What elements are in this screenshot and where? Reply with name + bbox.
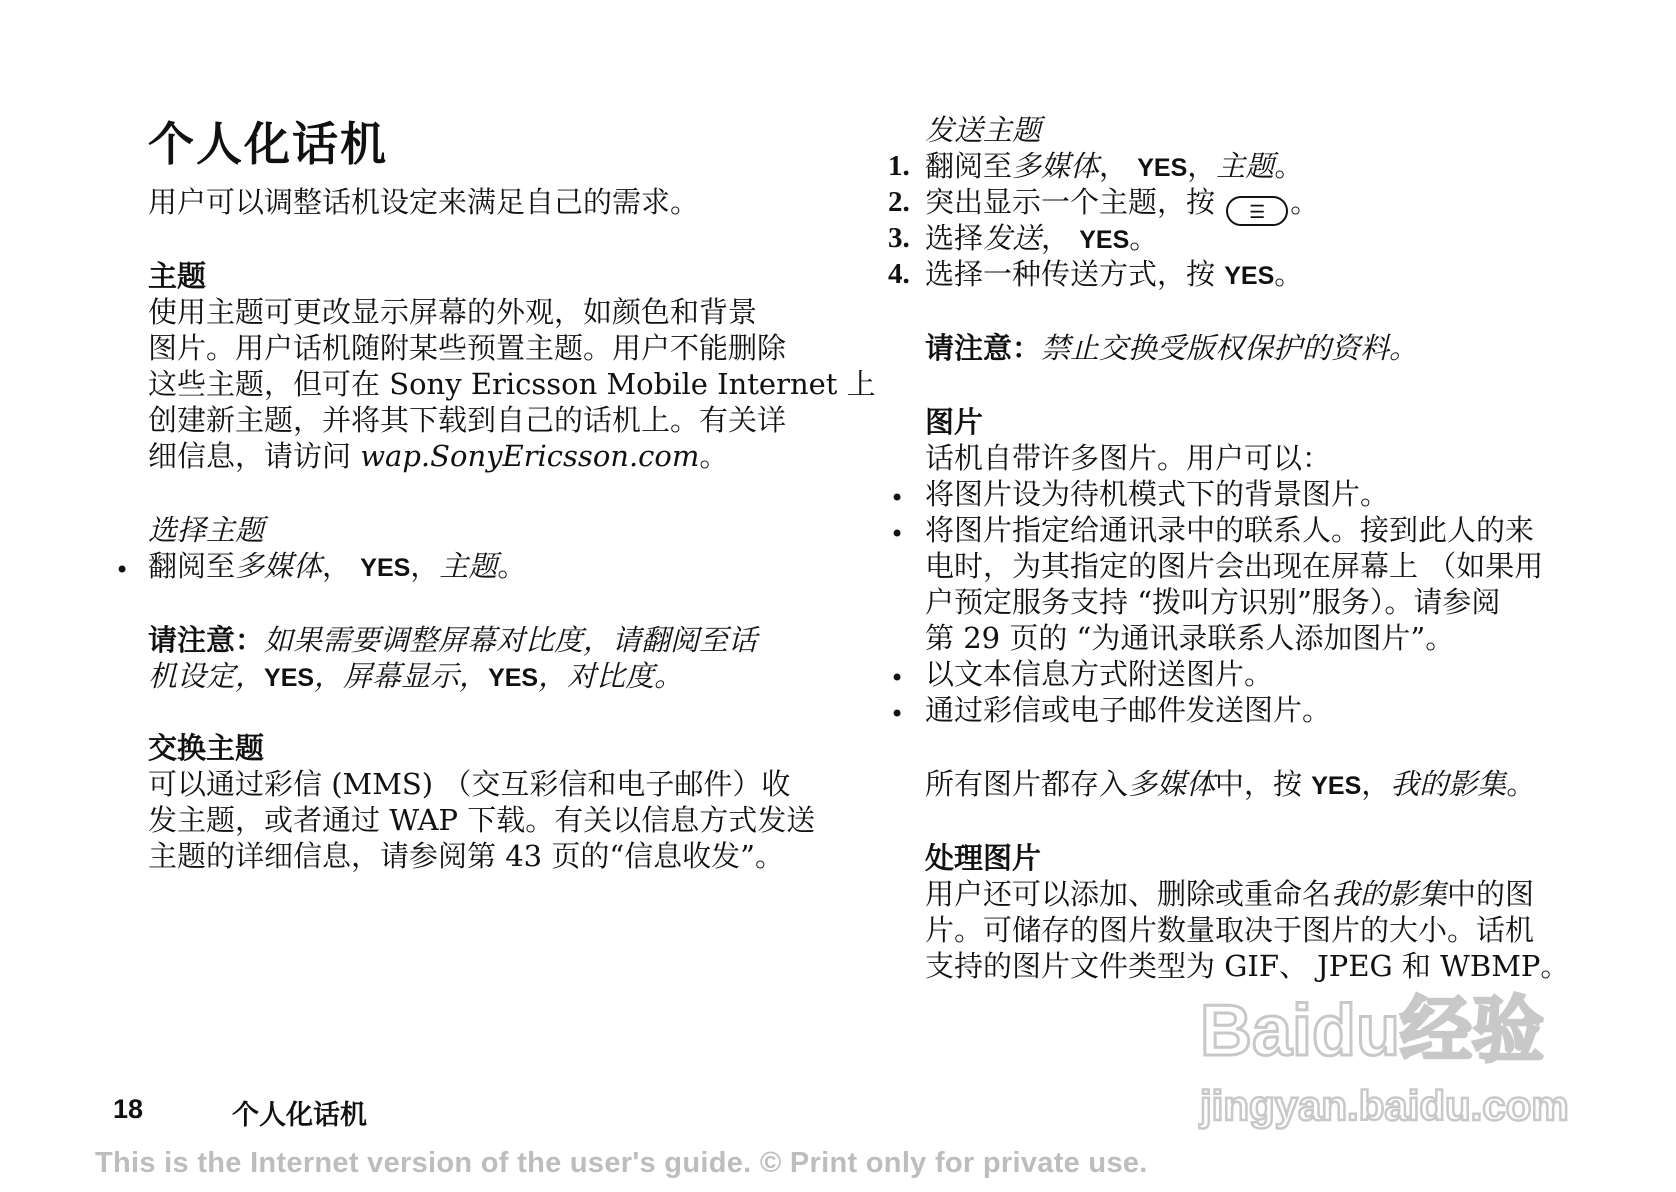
bullet-icon: •: [890, 484, 905, 512]
pictures-bullet-2-line-2: 电时，为其指定的图片会出现在屏幕上 （如果用: [925, 549, 1544, 583]
menu-multimedia: 多媒体: [235, 549, 323, 583]
note-label: 请注意：: [925, 331, 1042, 365]
step-end: 。: [1129, 221, 1159, 255]
themes-line-4: 创建新主题，并将其下载到自己的话机上。有关详: [148, 403, 787, 437]
step-end: 。: [1274, 257, 1304, 291]
send-theme-heading: 发送主题: [925, 113, 1042, 147]
select-theme-heading: 选择主题: [148, 513, 265, 547]
bullet-icon: •: [115, 556, 130, 584]
yes-key-label: YES: [488, 664, 539, 692]
menu-my-album: 我的影集: [1390, 767, 1507, 801]
watermark-brand: Baidu经验: [1200, 991, 1545, 1071]
note1-text-a: 机设定，: [148, 659, 265, 693]
footer-section-title: 个人化话机: [232, 1100, 367, 1131]
menu-multimedia: 多媒体: [1012, 149, 1100, 183]
website-link[interactable]: wap.SonyEricsson.com: [360, 439, 700, 473]
handle-line-2: 片。可储存的图片数量取决于图片的大小。话机: [925, 913, 1535, 947]
menu-key-icon: ☰: [1226, 196, 1288, 226]
handle-text-b: 中的图: [1447, 877, 1535, 911]
themes-line-2: 图片。用户话机随附某些预置主题。用户不能删除: [148, 331, 787, 365]
send-step-4: [925, 256, 1303, 294]
bullet-icon: •: [890, 700, 905, 728]
select-theme-step: [148, 548, 526, 586]
menu-themes: 主题: [439, 549, 498, 583]
themes-line-5: [148, 438, 728, 474]
page-title: 个人化话机: [148, 117, 388, 171]
handle-text-a: 用户还可以添加、删除或重命名: [925, 877, 1332, 911]
yes-key-label: YES: [1224, 262, 1275, 290]
send-step-3: [925, 220, 1158, 258]
pictures-bullet-2-line-1: 将图片指定给通讯录中的联系人。接到此人的来: [925, 513, 1535, 547]
handle-heading: 处理图片: [925, 841, 1042, 875]
note2-text: 禁止交换受版权保护的资料。: [1041, 331, 1419, 365]
intro-text: 用户可以调整话机设定来满足自己的需求。: [148, 185, 700, 219]
exchange-line-3: 主题的详细信息，请参阅第 43 页的“信息收发”。: [148, 839, 784, 873]
pictures-bullet-1: 将图片设为待机模式下的背景图片。: [925, 477, 1390, 511]
step-text: 翻阅至: [925, 149, 1013, 183]
separator: ，: [322, 549, 352, 583]
separator: ，: [1099, 149, 1138, 183]
note1-line-1: [148, 622, 757, 658]
step-text: 突出显示一个主题，按: [925, 185, 1225, 219]
step-number: 2.: [888, 186, 910, 218]
menu-multimedia: 多媒体: [1128, 767, 1216, 801]
handle-line-3: 支持的图片文件类型为 GIF、 JPEG 和 WBMP。: [925, 949, 1570, 983]
exchange-line-1: 可以通过彩信 (MMS) （交互彩信和电子邮件）收: [148, 767, 791, 801]
bullet-icon: •: [890, 664, 905, 692]
step-number: 4.: [888, 258, 910, 290]
pictures-bullet-3: 以文本信息方式附送图片。: [925, 657, 1274, 691]
separator: ，: [1041, 221, 1080, 255]
step-text: 选择一种传送方式，按: [925, 257, 1225, 291]
separator: ，: [1361, 767, 1391, 801]
menu-my-album: 我的影集: [1331, 877, 1448, 911]
themes-visit-text: 细信息，请访问: [148, 439, 361, 473]
note-label: 请注意：: [148, 623, 265, 657]
watermark-url: jingyan.baidu.com: [1200, 1082, 1569, 1129]
step-end: 。: [1290, 185, 1320, 219]
pictures-heading: 图片: [925, 405, 984, 439]
step-text: 翻阅至: [148, 549, 236, 583]
step-text: 选择: [925, 221, 984, 255]
note1-text: 如果需要调整屏幕对比度，请翻阅至话: [264, 623, 758, 657]
bullet-icon: •: [890, 520, 905, 548]
handle-line-1: [925, 876, 1534, 912]
store-end: 。: [1506, 767, 1536, 801]
note1-line-2: [148, 658, 683, 696]
pictures-bullet-2-line-4: 第 29 页的 “为通讯录联系人添加图片”。: [925, 621, 1455, 655]
themes-line-1: 使用主题可更改显示屏幕的外观，如颜色和背景: [148, 295, 758, 329]
exchange-line-2: 发主题，或者通过 WAP 下载。有关以信息方式发送: [148, 803, 816, 837]
yes-key-label: YES: [1079, 226, 1130, 254]
themes-line-3: 这些主题，但可在 Sony Ericsson Mobile Internet 上: [148, 367, 876, 401]
yes-key-label: YES: [1311, 772, 1362, 800]
themes-line-end: 。: [699, 439, 729, 473]
baidu-watermark: [1190, 985, 1610, 1135]
pictures-bullet-4: 通过彩信或电子邮件发送图片。: [925, 693, 1332, 727]
pictures-bullet-2-line-3: 户预定服务支持 “拨叫方识别”服务）。请参阅: [925, 585, 1501, 619]
store-text-b: 中，按: [1215, 767, 1312, 801]
note1-text-c: ，对比度。: [538, 659, 684, 693]
step-end: 。: [1274, 149, 1304, 183]
step-number: 3.: [888, 222, 910, 254]
exchange-heading: 交换主题: [148, 731, 265, 765]
yes-key-label: YES: [1137, 154, 1188, 182]
note1-text-b: ，屏幕显示，: [314, 659, 489, 693]
menu-themes: 主题: [1216, 149, 1275, 183]
yes-key-label: YES: [360, 554, 411, 582]
step-number: 1.: [888, 150, 910, 182]
menu-send: 发送: [983, 221, 1042, 255]
footer-disclaimer: This is the Internet version of the user's guide. © Print only for private use.: [95, 1147, 1148, 1179]
page-number: 18: [113, 1094, 144, 1124]
separator: ，: [410, 549, 440, 583]
pictures-intro: 话机自带许多图片。用户可以：: [925, 441, 1332, 475]
pictures-store: [925, 766, 1535, 804]
yes-key-label: YES: [264, 664, 315, 692]
separator: ，: [1187, 149, 1217, 183]
store-text-a: 所有图片都存入: [925, 767, 1129, 801]
send-step-1: [925, 148, 1303, 186]
note2: [925, 330, 1418, 366]
themes-heading: 主题: [148, 259, 207, 293]
step-end: 。: [497, 549, 527, 583]
